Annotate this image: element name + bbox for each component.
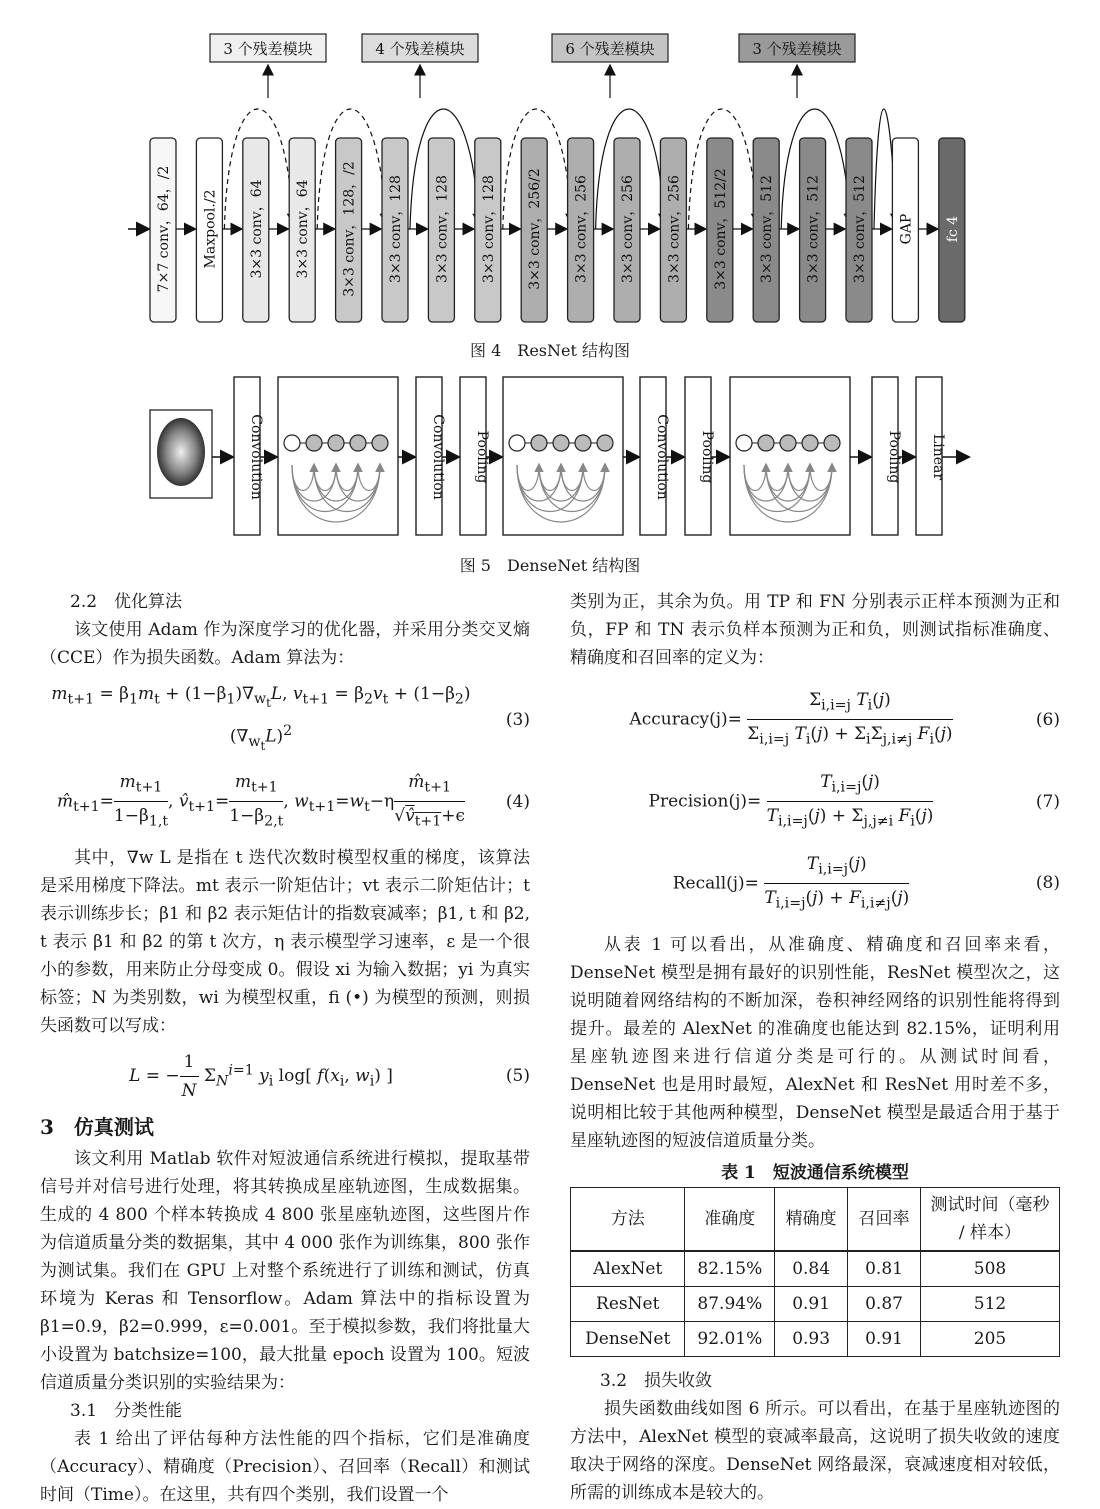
table-row <box>571 1287 1060 1322</box>
table-header: 准确度 <box>685 1188 775 1252</box>
table-header: 精确度 <box>775 1188 848 1252</box>
densenet-layer-label: Pooling <box>886 430 902 484</box>
eq4-number: (4) <box>505 791 530 812</box>
resnet-layer-label: 3×3 conv，128 <box>388 175 404 283</box>
left-column <box>40 588 530 1509</box>
resnet-layer-label: 7×7 conv，64，/2 <box>156 165 172 293</box>
dense-node <box>780 435 796 451</box>
table-cell: 0.91 <box>775 1287 848 1322</box>
table-cell: ResNet <box>571 1287 685 1322</box>
resnet-layer-label: 3×3 conv，64 <box>248 179 265 279</box>
equation-3: $m_{t+1} = \beta_1m_t + (1-\beta_1)\nabla_{w_t}L$, $v_{t+1} = \beta_2v_t + (1-\beta_2)(\nabla_{w_t}L)^2$ (3) <box>51 684 530 754</box>
equation-5: L = − $\frac{1}{N}$ $\Sigma_N^{i=1}$ $y_i$ log[ $f(x_i$, $w_i$) ] (5) <box>40 1048 530 1105</box>
dense-node <box>372 435 388 451</box>
dense-node <box>284 435 300 451</box>
resnet-figure <box>0 0 1100 370</box>
resnet-layer-label: fc 4 <box>944 215 961 243</box>
dense-node <box>758 435 774 451</box>
right-paragraph-1: 类别为正，其余为负。用 TP 和 FN 分别表示正样本预测为正和负，FP 和 TN 表示负样本预测为正和负，则测试指标准确度、精确度和召回率的定义为： <box>570 592 1060 668</box>
residual-group-label: 6 个残差模块 <box>565 40 655 58</box>
section-3-1-title: 3.1 分类性能 <box>70 1400 183 1421</box>
table-header: 测试时间（毫秒 / 样本） <box>921 1188 1060 1252</box>
dense-block <box>503 377 623 535</box>
resnet-layer-label: 3×3 conv，256 <box>620 175 636 283</box>
densenet-layer-label: Convolution <box>654 414 670 500</box>
right-column <box>570 588 1060 1507</box>
dense-node <box>597 435 613 451</box>
table-1-title: 表 1 短波通信系统模型 <box>721 1163 909 1184</box>
constellation-image <box>157 418 205 486</box>
table-header: 召回率 <box>848 1188 921 1252</box>
dense-node <box>736 435 752 451</box>
resnet-layer-label: 3×3 conv，512 <box>759 175 776 283</box>
table-row <box>571 1322 1060 1357</box>
equation-4: $m̂_{t+1}=$ $\frac{m_{t+1}}{1-\beta_{1,t}}$ , $v̂_{t+1}=$ $\frac{m_{t+1}}{1-\beta_{2,t}}$ , $w_{t+1}=w_t-\eta$ $\frac{m̂_{t+1}}{√v̂_{t+1}+\epsilon}$ (4) <box>40 768 530 836</box>
densenet-layer-label: Convolution <box>430 414 446 500</box>
resnet-layer-label: GAP <box>898 213 915 245</box>
densenet-layer-label: Convolution <box>248 414 264 500</box>
dense-node <box>509 435 525 451</box>
dense-node <box>575 435 591 451</box>
fig5-caption: 图 5 DenseNet 结构图 <box>459 556 641 575</box>
dense-node <box>306 435 322 451</box>
dense-node <box>350 435 366 451</box>
s22-paragraph-2: 其中，∇w L 是指在 t 迭代次数时模型权重的梯度，该算法是采用梯度下降法。mt 表示一阶矩估计；vt 表示二阶矩估计；t 表示训练步长；β1 和 β2 表示矩估计的指数衰减率；β1, t 和 β2, t 表示 β1 和 β2 的第 t 次方，η 表示模型学习速率，ε 是一个很小的参数，用来防止分母变成 0。假设 xi 为输入数据；yi 为真实标签；N 为类别数，wi 为模型权重，fi (•) 为模型的预测，则损失函数可以写成： <box>40 847 530 1036</box>
dense-block <box>730 377 850 535</box>
resnet-layer-label: 3×3 conv，64 <box>295 179 312 279</box>
densenet-layer-label: Pooling <box>699 430 715 484</box>
dense-node <box>802 435 818 451</box>
table-cell: 0.84 <box>775 1251 848 1287</box>
section-3-title: 3 仿真测试 <box>40 1114 154 1139</box>
table-cell: 92.01% <box>685 1322 775 1357</box>
table-cell: 205 <box>921 1322 1060 1357</box>
right-paragraph-2: 从表 1 可以看出，从准确度、精确度和召回率来看，DenseNet 模型是拥有最好的识别性能，ResNet 模型次之，这说明随着网络结构的不断加深，卷积神经网络的识别性能将得到提升。最差的 AlexNet 的准确度也能达到 82.15%，证明利用星座轨迹图来进行信道分类是可行的。从测试时间看，DenseNet 也是用时最短，AlexNet 和 ResNet 用时差不多，说明相比较于其他两种模型，DenseNet 模型是最适合用于基于星座轨迹图的短波信道质量分类。 <box>570 935 1060 1152</box>
fig4-caption: 图 4 ResNet 结构图 <box>470 341 630 360</box>
section-3-2-title: 3.2 损失收敛 <box>600 1371 713 1392</box>
eq7-number: (7) <box>1035 791 1060 812</box>
table-cell: 512 <box>921 1287 1060 1322</box>
resnet-layer-label: 3×3 conv，512 <box>852 175 868 283</box>
resnet-layer-label: 3×3 conv，256/2 <box>527 168 544 290</box>
section-2-2-title: 2.2 优化算法 <box>70 592 183 612</box>
table-cell: AlexNet <box>571 1251 685 1287</box>
table-cell: 0.93 <box>775 1322 848 1357</box>
resnet-layer-label: 3×3 conv，256 <box>666 175 683 283</box>
eq3-number: (3) <box>505 710 530 731</box>
eq5-number: (5) <box>505 1066 530 1087</box>
dense-node <box>328 435 344 451</box>
table-cell: 0.91 <box>848 1322 921 1357</box>
s22-paragraph-1: 该文使用 Adam 作为深度学习的优化器，并采用分类交叉熵（CCE）作为损失函数。Adam 算法为： <box>40 620 530 668</box>
resnet-layer-label: 3×3 conv，128 <box>434 175 451 283</box>
eq6-number: (6) <box>1035 709 1060 730</box>
dense-node <box>531 435 547 451</box>
dense-node <box>824 435 840 451</box>
table-cell: 0.87 <box>848 1287 921 1322</box>
resnet-layer-label: 3×3 conv，512 <box>805 175 822 283</box>
table-cell: 82.15% <box>685 1251 775 1287</box>
s3-paragraph-1: 该文利用 Matlab 软件对短波通信系统进行模拟，提取基带信号并对信号进行处理，将其转换成星座轨迹图，生成数据集。生成的 4 800 个样本转换成 4 800 张星座轨迹图，这些图片作为信道质量分类的数据集，其中 4 000 张作为训练集，800 张作为测试集。我们在 GPU 上对整个系统进行了训练和测试，仿真环境为 Keras 和 Tensorflow。Adam 算法中的指标设置为 β1=0.9，β2=0.999，ε=0.001。至于模拟参数，我们将批量大小设置为 batchsize=100，最大批量 epoch 设置为 100。短波信道质量分类识别的实验结果为： <box>40 1148 530 1393</box>
equation-6: Accuracy(j)= $\frac{\Sigma_{i,i=j} T_i(j)}{\Sigma_{i,i=j} T_i(j) + \Sigma_i\Sigma_{j,i\ne j} F_i(j)}$ (6) <box>570 686 1060 754</box>
eq8-label: Recall(j)= <box>672 872 759 893</box>
table-cell: 87.94% <box>685 1287 775 1322</box>
table-row <box>571 1251 1060 1287</box>
densenet-figure <box>0 370 1100 580</box>
table-cell: 508 <box>921 1251 1060 1287</box>
densenet-layer-label: Linear <box>930 433 946 481</box>
table-cell: 0.81 <box>848 1251 921 1287</box>
resnet-layer-label: 3×3 conv，128，/2 <box>341 161 358 297</box>
dense-block <box>278 377 398 535</box>
s31-paragraph-1: 表 1 给出了评估每种方法性能的四个指标，它们是准确度（Accuracy）、精确度（Precision）、召回率（Recall）和测试时间（Time）。在这里，共有四个类别，我们设置一个 <box>40 1428 530 1505</box>
eq7-label: Precision(j)= <box>648 791 762 812</box>
eq6-label: Accuracy(j)= <box>629 709 742 730</box>
equation-7: Precision(j)= $\frac{T_{i,i=j}(j)}{T_{i,i=j}(j) + \Sigma_{j,j\ne i} F_i(j)}$ (7) <box>570 768 1060 836</box>
eq8-number: (8) <box>1035 873 1060 894</box>
right-paragraph-3: 损失函数曲线如图 6 所示。可以看出，在基于星座轨迹图的方法中，AlexNet 模型的衰减率最高，这说明了损失收敛的速度取决于网络的深度。DenseNet 网络最深，衰减速度相对较低，所需的训练成本是较大的。 <box>570 1399 1060 1504</box>
densenet-layer-label: Pooling <box>474 430 490 484</box>
residual-group-label: 3 个残差模块 <box>223 40 313 58</box>
equation-8: Recall(j)= $\frac{T_{i,i=j}(j)}{T_{i,i=j}(j) + F_{i,i\ne j}(j)}$ (8) <box>570 850 1060 918</box>
table-cell: DenseNet <box>571 1322 685 1357</box>
dense-node <box>553 435 569 451</box>
residual-group-label: 3 个残差模块 <box>752 40 842 58</box>
resnet-layer-label: 3×3 conv，256 <box>573 175 590 283</box>
resnet-layer-label: Maxpool./2 <box>202 189 219 269</box>
resnet-layer-label: 3×3 conv，512/2 <box>712 168 729 290</box>
table-header: 方法 <box>571 1188 685 1252</box>
residual-group-label: 4 个残差模块 <box>375 40 465 58</box>
results-table <box>570 1187 1060 1357</box>
resnet-layer-label: 3×3 conv，128 <box>480 175 497 283</box>
